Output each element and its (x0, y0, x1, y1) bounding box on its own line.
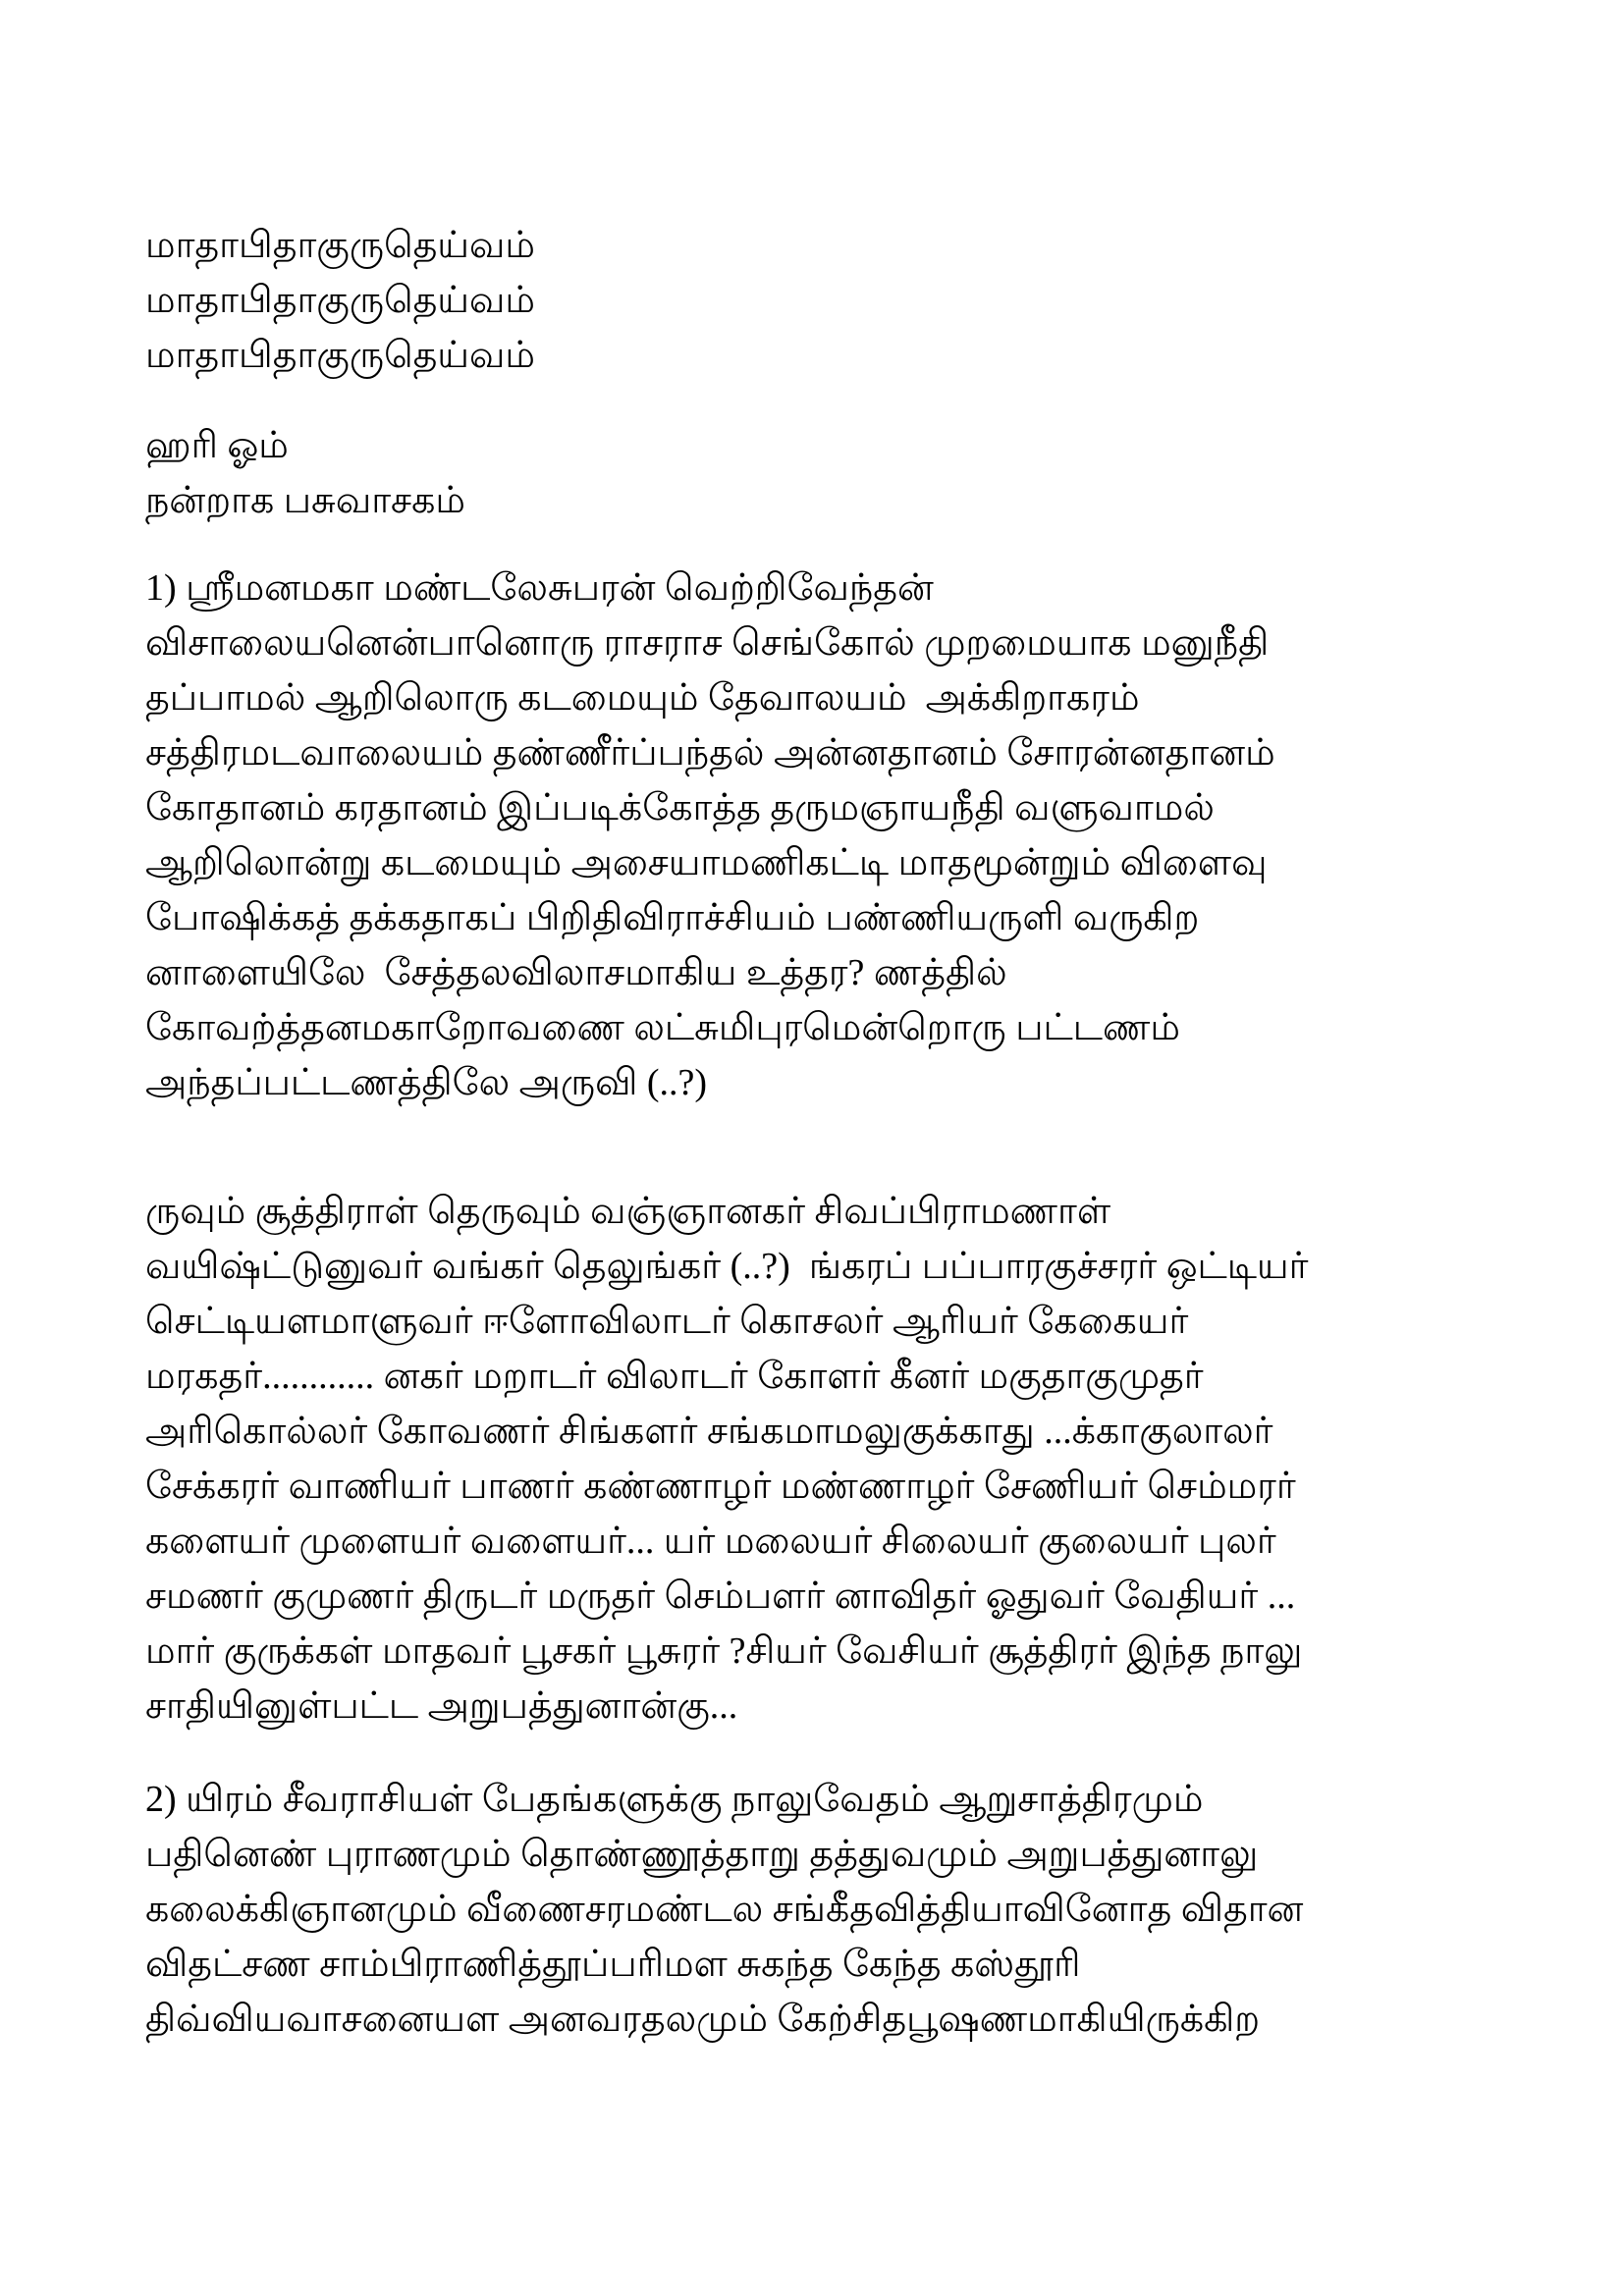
text-line: சமணர் குமுணர் திருடர் மருதர் செம்பளர் னாவிதர் ஓதுவர் வேதியர் ... (145, 1575, 1296, 1617)
text-line: நன்றாக பசுவாசகம் (145, 480, 465, 521)
text-line: மார் குருக்கள் மாதவர் பூசகர் பூசுரர் ?சியர் வேசியர் சூத்திரர் இந்த நாலு (145, 1630, 1303, 1672)
text-line: அரிகொல்லர் கோவணர் சிங்களர் சங்கமாமலுகுக்காது ...க்காகுலாலர் (145, 1411, 1273, 1452)
text-line: செட்டியளமாளுவர் ஈளோவிலாடர் கொசலர் ஆரியர் கேகையர் (145, 1301, 1189, 1342)
text-line: மாதாபிதாகுருதெய்வம் (145, 225, 535, 266)
text-line: ஆறிலொன்று கடமையும் அசையாமணிகட்டி மாதமூன்றும் விளைவு (145, 842, 1268, 883)
text-line: மாதாபிதாகுருதெய்வம் (145, 335, 535, 376)
text-line: ருவும் சூத்திராள் தெருவும் வஞ்ஞானகர் சிவப்பிராமணாள் (145, 1191, 1111, 1232)
text-line: கலைக்கிஞானமும் வீணைசரமண்டல சங்கீதவித்தியாவினோத விதான (145, 1889, 1304, 1930)
paragraph-section-2 (145, 1772, 1520, 2047)
paragraph-section-1-continued (145, 1184, 1520, 1734)
text-line: சாதியினுள்பட்ட அறுபத்துனான்கு... (145, 1685, 738, 1727)
text-line: னாளையிலே சேத்தலவிலாசமாகிய உத்தர? ணத்தில் (145, 952, 1007, 993)
paragraph-section-1 (145, 561, 1520, 1110)
text-line: ஹரி ஓம் (145, 425, 289, 466)
text-line: சத்திரமடவாலையம் தண்ணீர்ப்பந்தல் அன்னதானம் சோரன்னதானம் (145, 732, 1275, 774)
text-line: கோவற்த்தனமகாறோவணை லட்சுமிபுரமென்றொரு பட்டணம் (145, 1007, 1180, 1048)
text-line: விசாலையனென்பானொரு ராசராச செங்கோல் முறமையாக மனுநீதி (145, 622, 1270, 664)
text-line: திவ்வியவாசனையள அனவரதலமும் கேற்சிதபூஷணமாகியிருக்கிற (145, 1999, 1261, 2040)
text-line: வயிஷ்ட்டுனுவர் வங்கர் தெலுங்கர் (..?) ங்கரப் பப்பாரகுச்சரர் ஒட்டியர் (145, 1246, 1309, 1287)
text-line: 2) யிரம் சீவராசியள் பேதங்களுக்கு நாலுவேதம் ஆறுசாத்திரமும் (145, 1779, 1204, 1820)
text-line: கோதானம் கரதானம் இப்படிக்கோத்த தருமஞாயநீதி வளுவாமல் (145, 787, 1215, 828)
text-line: அந்தப்பட்டணத்திலே அருவி (..?) (145, 1062, 708, 1103)
text-line: விதட்சண சாம்பிராணித்தூப்பரிமள சுகந்த கேந்த கஸ்தூரி (145, 1944, 1081, 1985)
paragraph-invocation (145, 218, 1520, 383)
text-line: தப்பாமல் ஆறிலொரு கடமையும் தேவாலயம் அக்கிறாகரம் (145, 677, 1140, 719)
text-line: சேக்கரர் வாணியர் பாணர் கண்ணாழர் மண்ணாழர் சேணியர் செம்மரர் (145, 1466, 1296, 1507)
text-line: களையர் முளையர் வளையர்... யர் மலையர் சிலையர் குலையர் புலர் (145, 1521, 1276, 1562)
text-line: 1) ஸ்ரீமனமகா மண்டலேசுபரன் வெற்றிவேந்தன் (145, 567, 934, 609)
text-line: போஷிக்கத் தக்கதாகப் பிறிதிவிராச்சியம் பண்ணியருளி வருகிற (145, 897, 1200, 938)
paragraph-salutation (145, 418, 1520, 528)
text-line: பதினெண் புராணமும் தொண்ணூத்தாறு தத்துவமும் அறுபத்துனாலு (145, 1834, 1259, 1875)
text-line: மரகதர்............ னகர் மறாடர் விலாடர் கோளர் கீனர் மகுதாகுமுதர் (145, 1356, 1204, 1397)
text-line: மாதாபிதாகுருதெய்வம் (145, 280, 535, 321)
document-content (145, 218, 1520, 2047)
